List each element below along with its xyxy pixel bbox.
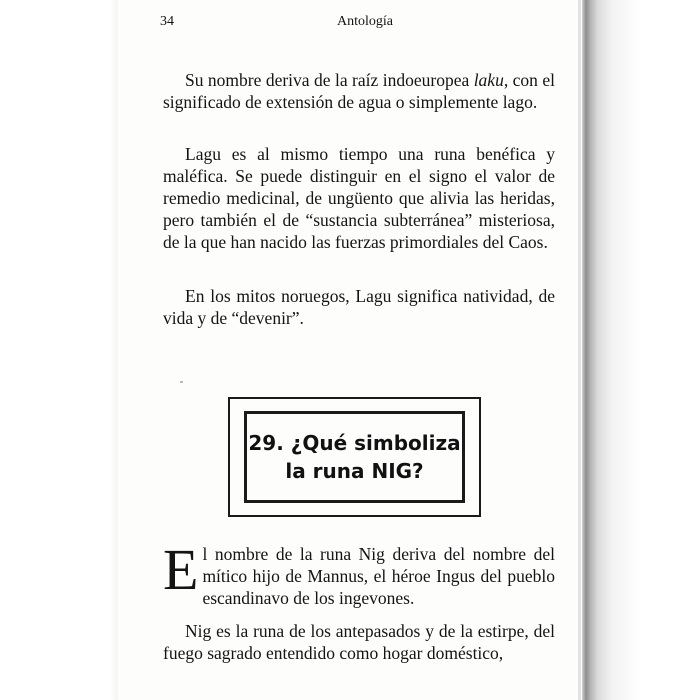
page-edge-shadow: [582, 0, 700, 700]
paragraph-2: Lagu es al mismo tiempo una runa benéfica y maléfica. Se puede distinguir en el signo el valor de remedio medicinal, de ungüento que alivia las heridas, pero también el de “sustancia subterránea” misteriosa, de la que han nacido las fuerzas primordiales del Caos.: [163, 144, 555, 252]
paragraph-5: Nig es la runa de los antepasados y de la estirpe, del fuego sagrado entendido como hogar doméstico,: [163, 621, 555, 663]
page-header: [160, 14, 570, 34]
paragraph-3: En los mitos noruegos, Lagu significa natividad, de vida y de “devenir”.: [163, 286, 555, 328]
paragraph-1-text-b: , con el significado de extensión de agua o simplemente lago.: [163, 70, 555, 112]
section-heading-frame: [228, 397, 481, 517]
page-number: 34: [160, 14, 174, 29]
paragraph-1-italic: laku: [473, 70, 504, 90]
drop-cap: E: [163, 537, 199, 602]
running-head: Antología: [337, 14, 393, 29]
page-edge-line: [578, 0, 581, 700]
paragraph-4-text: l nombre de la runa Nig deriva del nombre del mítico hijo de Mannus, el héroe Ingus del pueblo escandinavo de los ingevones.: [202, 544, 555, 608]
paragraph-1: [163, 69, 555, 113]
section-heading-line-1: 29. ¿Qué simboliza: [248, 431, 461, 455]
paragraph-1-text-a: Su nombre deriva de la raíz indoeuropea: [185, 70, 474, 90]
section-heading-inner-frame: [244, 411, 465, 503]
paragraph-4: [163, 537, 555, 609]
stray-mark: [180, 381, 183, 383]
section-heading-line-2: la runa NIG?: [285, 459, 424, 483]
